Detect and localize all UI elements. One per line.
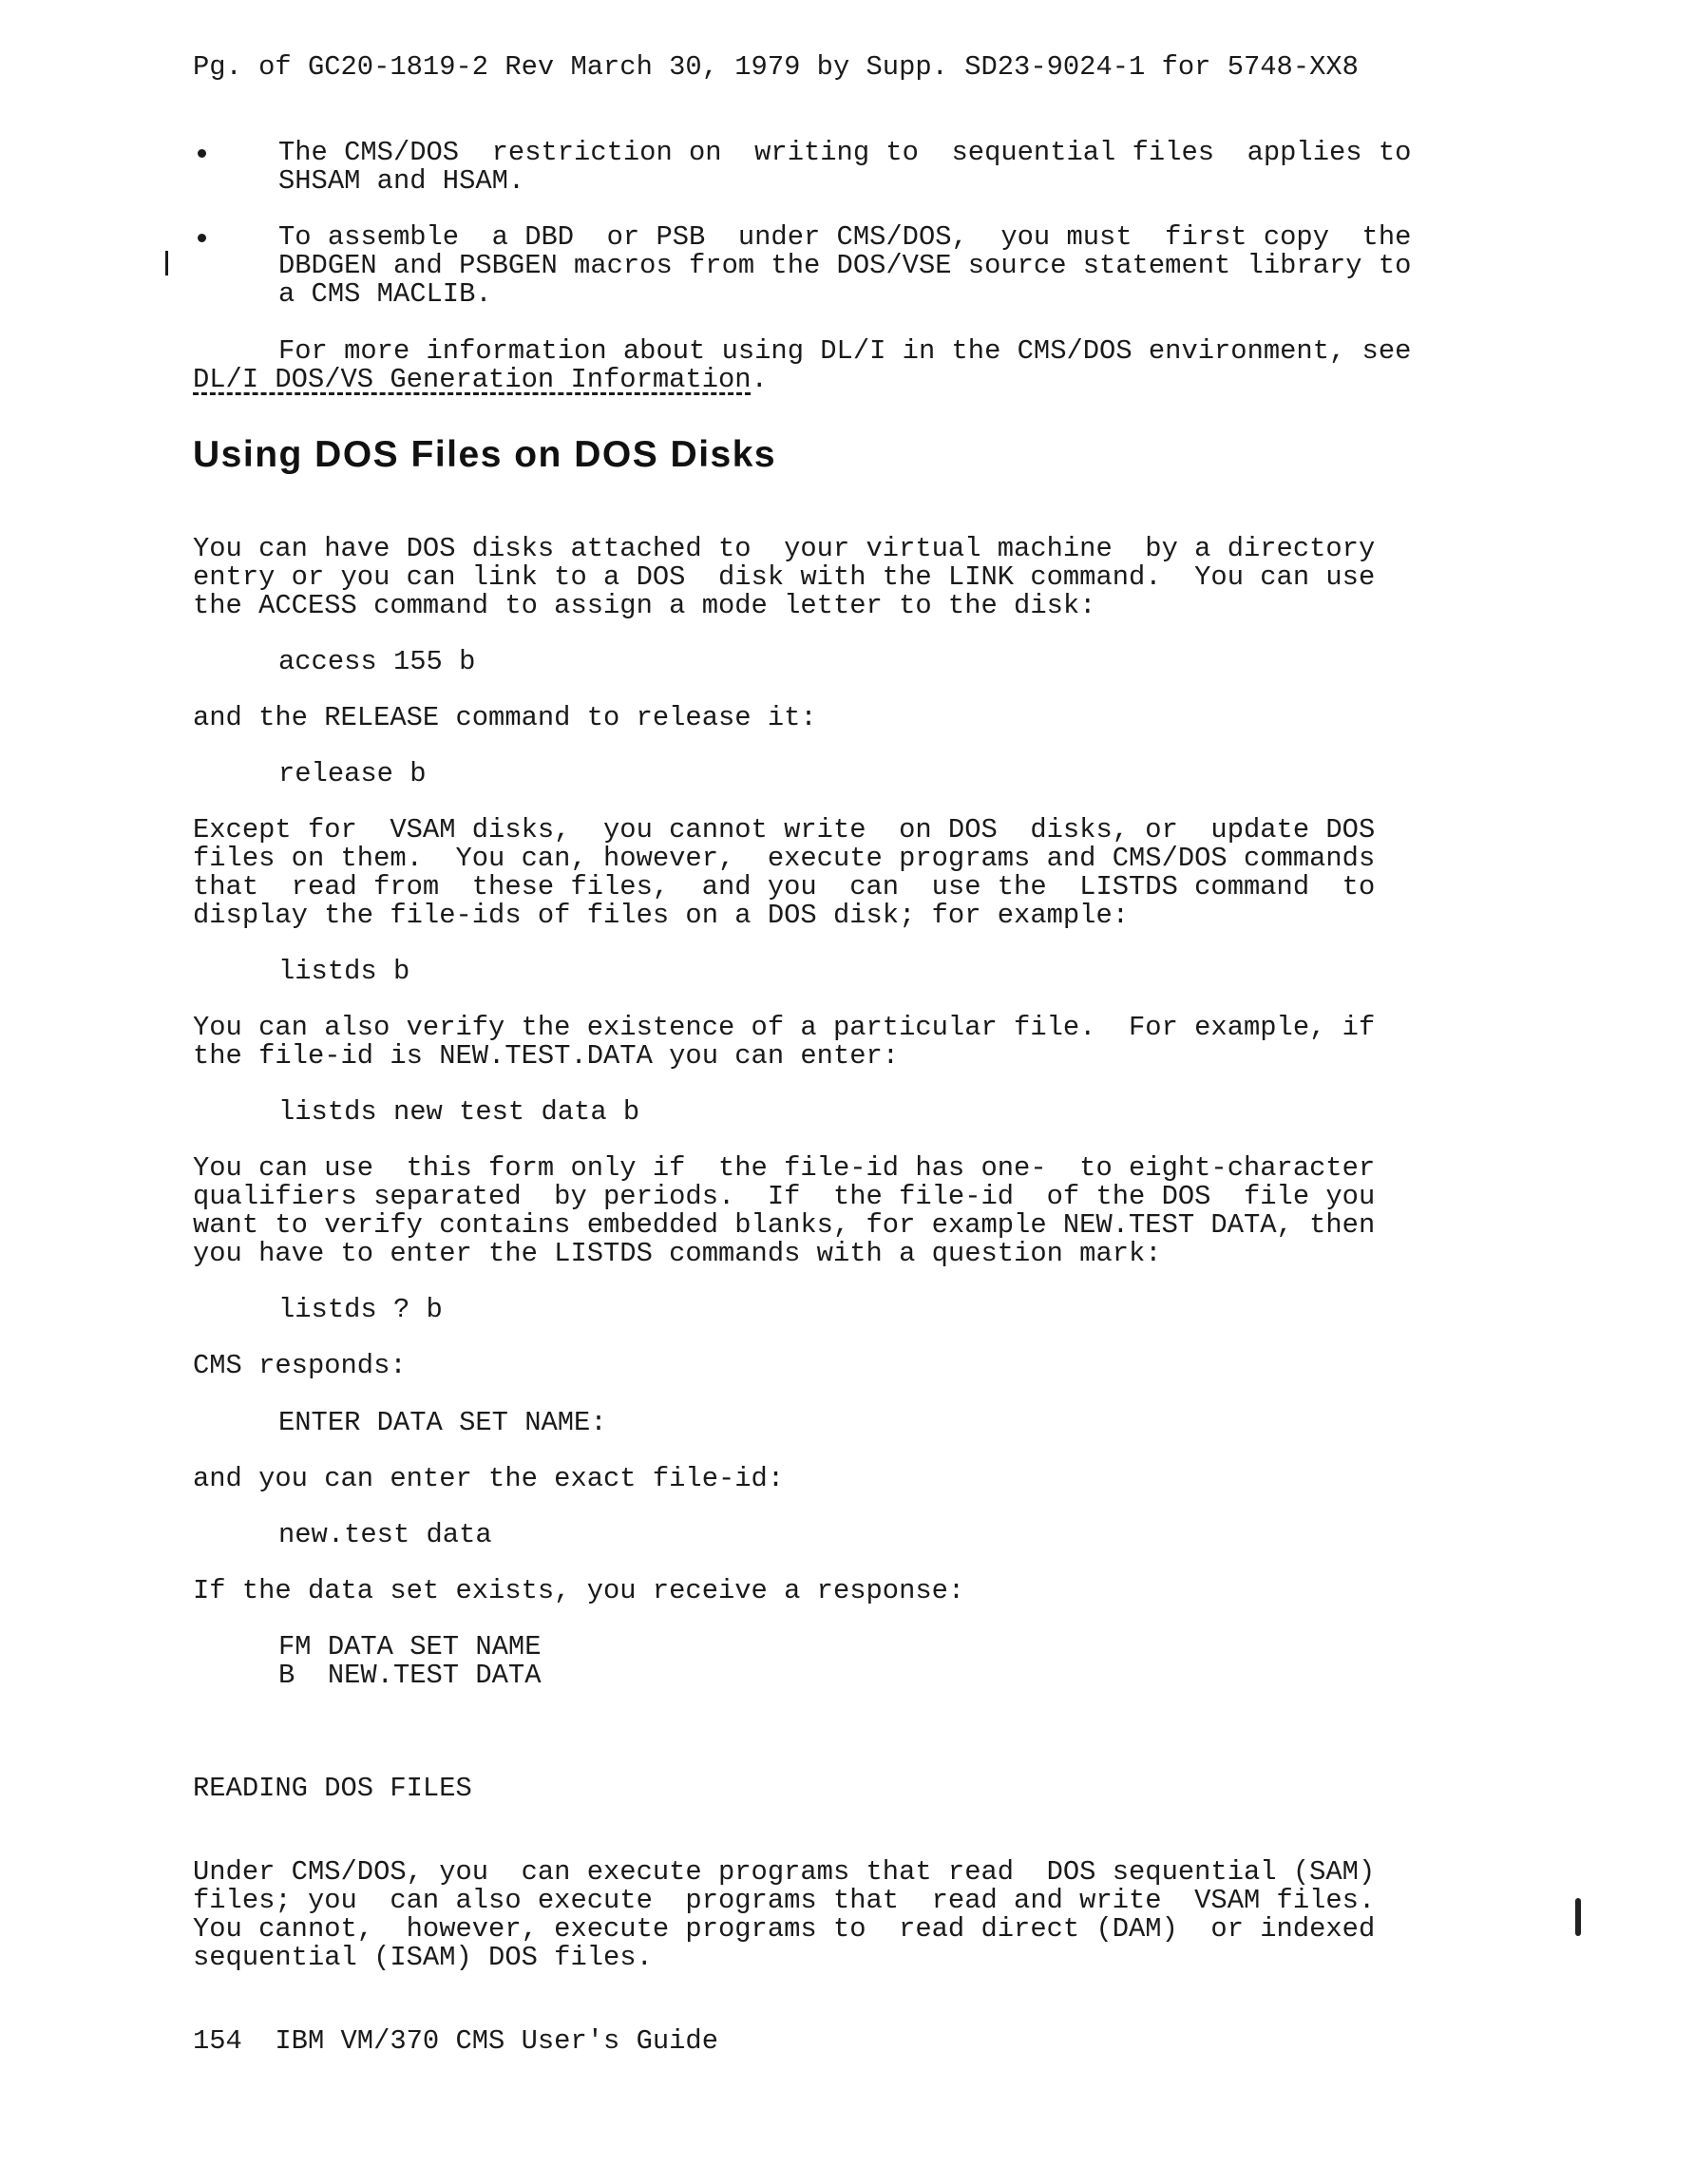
para-3-line-2: files on them. You can, however, execute programs and CMS/DOS commands xyxy=(193,843,1376,874)
response-line-1: FM DATA SET NAME xyxy=(278,1631,542,1662)
para-5-line-1: You can use this form only if the file-id has one- to eight-character xyxy=(193,1152,1376,1184)
response-enter-dataset: ENTER DATA SET NAME: xyxy=(278,1407,607,1438)
para-9-line-1: Under CMS/DOS, you can execute programs that read DOS sequential (SAM) xyxy=(193,1856,1376,1888)
response-line-2: B NEW.TEST DATA xyxy=(278,1660,542,1691)
dli-para-line-2 xyxy=(193,366,768,394)
command-release: release b xyxy=(278,758,427,789)
publication-reference: DL/I DOS/VS Generation Information xyxy=(193,364,752,395)
page-footer: 154 IBM VM/370 CMS User's Guide xyxy=(193,2025,718,2057)
reference-period: . xyxy=(751,364,768,395)
dli-para-line-1: For more information about using DL/I in the CMS/DOS environment, see xyxy=(278,335,1412,367)
command-new-test-data: new.test data xyxy=(278,1519,492,1550)
para-1-line-3: the ACCESS command to assign a mode letter to the disk: xyxy=(193,590,1096,621)
bullet-2-line-1: To assemble a DBD or PSB under CMS/DOS, you must first copy the xyxy=(278,221,1412,253)
para-3-line-4: display the file-ids of files on a DOS disk; for example: xyxy=(193,900,1130,931)
para-7: and you can enter the exact file-id: xyxy=(193,1463,785,1494)
para-1-line-1: You can have DOS disks attached to your virtual machine by a directory xyxy=(193,533,1376,564)
command-access: access 155 b xyxy=(278,646,476,677)
para-2: and the RELEASE command to release it: xyxy=(193,702,817,733)
scan-ink-mark xyxy=(1575,1898,1581,1936)
bullet-1-line-2: SHSAM and HSAM. xyxy=(278,165,525,197)
para-1-line-2: entry or you can link to a DOS disk with the LINK command. You can use xyxy=(193,561,1376,593)
page-header: Pg. of GC20-1819-2 Rev March 30, 1979 by Supp. SD23-9024-1 for 5748-XX8 xyxy=(193,51,1359,83)
section-title: Using DOS Files on DOS Disks xyxy=(193,434,777,475)
para-5-line-3: want to verify contains embedded blanks, for example NEW.TEST DATA, then xyxy=(193,1209,1376,1241)
bullet-icon xyxy=(198,149,206,158)
command-listds: listds b xyxy=(278,956,410,987)
para-4-line-2: the file-id is NEW.TEST.DATA you can enter: xyxy=(193,1040,900,1072)
para-5-line-2: qualifiers separated by periods. If the file-id of the DOS file you xyxy=(193,1181,1376,1212)
bullet-2-line-2: DBDGEN and PSBGEN macros from the DOS/VSE source statement library to xyxy=(278,250,1412,281)
para-5-line-4: you have to enter the LISTDS commands with a question mark: xyxy=(193,1238,1162,1269)
command-listds-new: listds new test data b xyxy=(278,1096,640,1128)
subheading: READING DOS FILES xyxy=(193,1773,472,1804)
para-3-line-3: that read from these files, and you can use the LISTDS command to xyxy=(193,871,1376,902)
para-9-line-3: You cannot, however, execute programs to read direct (DAM) or indexed xyxy=(193,1913,1376,1945)
para-9-line-4: sequential (ISAM) DOS files. xyxy=(193,1942,653,1973)
para-3-line-1: Except for VSAM disks, you cannot write on DOS disks, or update DOS xyxy=(193,814,1376,845)
command-listds-question: listds ? b xyxy=(278,1294,443,1325)
para-6: CMS responds: xyxy=(193,1350,407,1381)
bullet-2-line-3: a CMS MACLIB. xyxy=(278,278,492,310)
revision-change-bar xyxy=(165,251,168,275)
para-8: If the data set exists, you receive a response: xyxy=(193,1575,965,1606)
para-9-line-2: files; you can also execute programs that read and write VSAM files. xyxy=(193,1885,1376,1916)
para-4-line-1: You can also verify the existence of a particular file. For example, if xyxy=(193,1012,1376,1043)
bullet-icon xyxy=(198,234,206,242)
bullet-1-line-1: The CMS/DOS restriction on writing to sequential files applies to xyxy=(278,137,1412,168)
